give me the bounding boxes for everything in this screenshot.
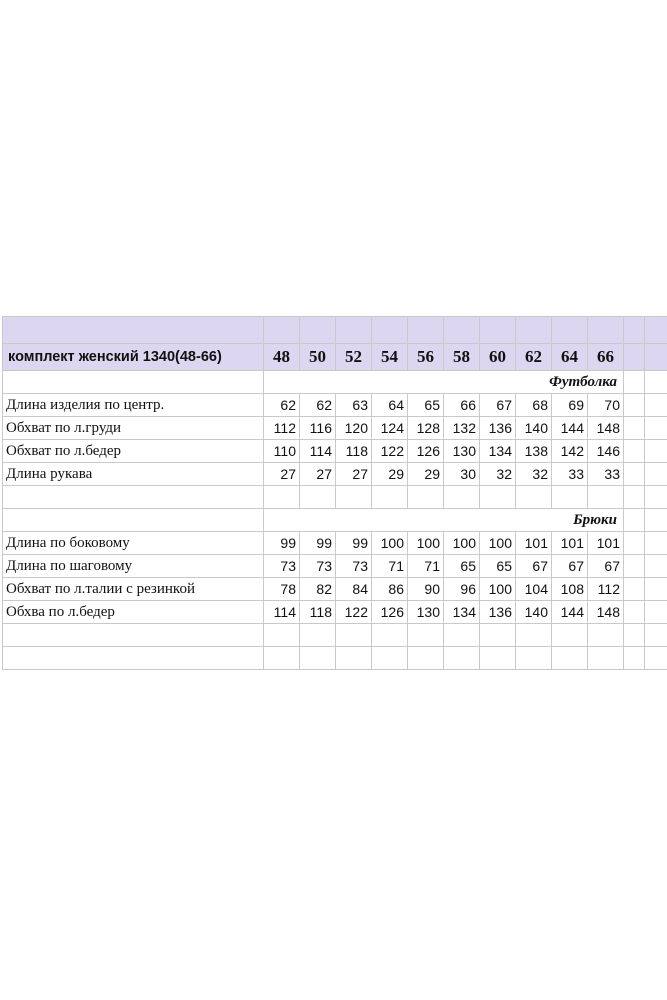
empty-cell[interactable] [624,532,645,555]
empty-cell[interactable] [3,509,264,532]
empty-cell[interactable] [624,417,645,440]
measurement-value[interactable]: 99 [336,532,372,555]
measurement-value[interactable]: 112 [588,578,624,601]
empty-cell[interactable] [588,317,624,344]
empty-cell[interactable] [3,647,264,670]
empty-cell[interactable] [624,394,645,417]
measurement-row [3,601,667,624]
measurement-value[interactable]: 134 [480,440,516,463]
measurement-value[interactable]: 140 [516,417,552,440]
section-title[interactable]: Брюки [264,509,624,532]
section-title[interactable]: Футболка [264,371,624,394]
empty-cell[interactable] [624,601,645,624]
measurement-value[interactable]: 144 [552,417,588,440]
blank-row [3,624,667,647]
measurement-value[interactable]: 33 [588,463,624,486]
empty-cell[interactable] [645,555,667,578]
empty-cell[interactable] [645,417,667,440]
section-row [3,371,667,394]
measurement-value[interactable]: 73 [264,555,300,578]
measurement-value[interactable]: 120 [336,417,372,440]
size-header-60[interactable]: 60 [480,344,516,371]
measurement-value[interactable]: 140 [516,601,552,624]
empty-cell[interactable] [624,486,645,509]
measurement-value[interactable]: 67 [552,555,588,578]
empty-cell[interactable] [336,647,372,670]
empty-cell[interactable] [552,486,588,509]
empty-cell[interactable] [3,371,264,394]
measurement-value[interactable]: 124 [372,417,408,440]
empty-cell[interactable] [516,486,552,509]
empty-cell[interactable] [645,647,667,670]
measurement-row [3,578,667,601]
empty-cell[interactable] [588,647,624,670]
empty-cell[interactable] [300,624,336,647]
empty-cell[interactable] [624,440,645,463]
measurement-value[interactable]: 148 [588,601,624,624]
measurement-label[interactable]: Длина по шаговому [3,555,264,578]
measurement-value[interactable]: 118 [336,440,372,463]
empty-cell[interactable] [264,317,300,344]
empty-cell[interactable] [480,624,516,647]
measurement-value[interactable]: 29 [408,463,444,486]
measurement-value[interactable]: 118 [300,601,336,624]
measurement-row [3,555,667,578]
empty-cell[interactable] [444,647,480,670]
empty-cell[interactable] [408,624,444,647]
measurement-value[interactable]: 64 [372,394,408,417]
measurement-value[interactable]: 114 [300,440,336,463]
measurement-value[interactable]: 78 [264,578,300,601]
section-row [3,509,667,532]
size-header-54[interactable]: 54 [372,344,408,371]
measurement-value[interactable]: 146 [588,440,624,463]
empty-cell[interactable] [588,624,624,647]
empty-cell[interactable] [645,344,667,371]
measurement-value[interactable]: 130 [444,440,480,463]
measurement-value[interactable]: 67 [480,394,516,417]
measurement-value[interactable]: 86 [372,578,408,601]
size-header-62[interactable]: 62 [516,344,552,371]
empty-cell[interactable] [645,509,667,532]
measurement-value[interactable]: 65 [408,394,444,417]
empty-cell[interactable] [624,624,645,647]
measurement-value[interactable]: 114 [264,601,300,624]
measurement-value[interactable]: 30 [444,463,480,486]
measurement-value[interactable]: 134 [444,601,480,624]
measurement-label[interactable]: Длина изделия по центр. [3,394,264,417]
measurement-value[interactable]: 68 [516,394,552,417]
measurement-value[interactable]: 66 [444,394,480,417]
empty-cell[interactable] [444,486,480,509]
measurement-value[interactable]: 112 [264,417,300,440]
measurement-row [3,440,667,463]
measurement-value[interactable]: 122 [372,440,408,463]
measurement-label[interactable]: Длина по боковому [3,532,264,555]
measurement-value[interactable]: 108 [552,578,588,601]
empty-cell[interactable] [3,317,264,344]
empty-cell[interactable] [3,624,264,647]
empty-cell[interactable] [516,647,552,670]
measurement-value[interactable]: 100 [480,578,516,601]
measurement-value[interactable]: 100 [372,532,408,555]
empty-cell[interactable] [408,317,444,344]
size-chart-spreadsheet [2,316,667,680]
measurement-value[interactable]: 100 [408,532,444,555]
measurement-value[interactable]: 63 [336,394,372,417]
measurement-row [3,417,667,440]
empty-cell[interactable] [372,317,408,344]
empty-cell[interactable] [645,486,667,509]
empty-cell[interactable] [624,371,645,394]
empty-cell[interactable] [300,486,336,509]
measurement-row [3,394,667,417]
empty-cell[interactable] [645,601,667,624]
empty-cell[interactable] [645,463,667,486]
empty-cell[interactable] [264,624,300,647]
measurement-value[interactable]: 136 [480,417,516,440]
measurement-value[interactable]: 130 [408,601,444,624]
empty-cell[interactable] [516,624,552,647]
empty-cell[interactable] [336,317,372,344]
measurement-label[interactable]: Обхват по л.груди [3,417,264,440]
measurement-value[interactable]: 144 [552,601,588,624]
measurement-value[interactable]: 99 [300,532,336,555]
measurement-value[interactable]: 101 [516,532,552,555]
empty-cell[interactable] [336,624,372,647]
measurement-value[interactable]: 65 [480,555,516,578]
measurement-value[interactable]: 67 [516,555,552,578]
empty-cell[interactable] [408,486,444,509]
size-header-64[interactable]: 64 [552,344,588,371]
size-header-66[interactable]: 66 [588,344,624,371]
measurement-value[interactable]: 138 [516,440,552,463]
size-header-52[interactable]: 52 [336,344,372,371]
measurement-value[interactable]: 67 [588,555,624,578]
empty-cell[interactable] [645,317,667,344]
empty-cell[interactable] [645,440,667,463]
empty-cell[interactable] [408,647,444,670]
empty-cell[interactable] [372,486,408,509]
measurement-label[interactable]: Обхват по л.бедер [3,440,264,463]
empty-cell[interactable] [372,624,408,647]
empty-cell[interactable] [444,624,480,647]
size-header-56[interactable]: 56 [408,344,444,371]
measurement-value[interactable]: 99 [264,532,300,555]
measurement-value[interactable]: 65 [444,555,480,578]
header-row [3,344,667,371]
measurement-value[interactable]: 27 [300,463,336,486]
measurement-value[interactable]: 122 [336,601,372,624]
measurement-value[interactable]: 62 [300,394,336,417]
measurement-value[interactable]: 32 [516,463,552,486]
measurement-label[interactable]: Обхва по л.бедер [3,601,264,624]
empty-cell[interactable] [624,647,645,670]
measurement-label[interactable]: Длина рукава [3,463,264,486]
measurement-value[interactable]: 96 [444,578,480,601]
empty-cell[interactable] [645,371,667,394]
measurement-value[interactable]: 104 [516,578,552,601]
measurement-value[interactable]: 73 [300,555,336,578]
empty-cell[interactable] [480,317,516,344]
measurement-row [3,532,667,555]
measurement-value[interactable]: 90 [408,578,444,601]
empty-cell[interactable] [300,647,336,670]
empty-cell[interactable] [552,317,588,344]
empty-cell[interactable] [624,555,645,578]
measurement-value[interactable]: 128 [408,417,444,440]
measurement-value[interactable]: 116 [300,417,336,440]
empty-cell[interactable] [264,486,300,509]
measurement-row [3,463,667,486]
measurement-value[interactable]: 82 [300,578,336,601]
empty-cell[interactable] [480,647,516,670]
measurement-value[interactable]: 132 [444,417,480,440]
empty-cell[interactable] [3,486,264,509]
measurement-value[interactable]: 62 [264,394,300,417]
empty-cell[interactable] [645,532,667,555]
empty-cell[interactable] [624,344,645,371]
measurement-value[interactable]: 33 [552,463,588,486]
size-header-58[interactable]: 58 [444,344,480,371]
measurement-value[interactable]: 71 [408,555,444,578]
empty-cell[interactable] [264,647,300,670]
blank-row [3,647,667,670]
empty-cell[interactable] [372,647,408,670]
measurement-value[interactable]: 69 [552,394,588,417]
header-band-row [3,317,667,344]
empty-cell[interactable] [300,317,336,344]
measurement-value[interactable]: 126 [372,601,408,624]
measurement-value[interactable]: 71 [372,555,408,578]
empty-cell[interactable] [552,647,588,670]
empty-cell[interactable] [336,486,372,509]
measurement-value[interactable]: 148 [588,417,624,440]
blank-row [3,486,667,509]
measurement-value[interactable]: 100 [444,532,480,555]
empty-cell[interactable] [624,463,645,486]
measurement-value[interactable]: 126 [408,440,444,463]
empty-cell[interactable] [588,486,624,509]
size-header-48[interactable]: 48 [264,344,300,371]
size-table [2,316,667,670]
table-title[interactable]: комплект женский 1340(48-66) [3,344,264,371]
measurement-value[interactable]: 29 [372,463,408,486]
measurement-value[interactable]: 136 [480,601,516,624]
empty-cell[interactable] [480,486,516,509]
measurement-value[interactable]: 101 [588,532,624,555]
empty-cell[interactable] [645,578,667,601]
measurement-value[interactable]: 84 [336,578,372,601]
empty-cell[interactable] [516,317,552,344]
measurement-value[interactable]: 110 [264,440,300,463]
empty-cell[interactable] [624,578,645,601]
measurement-value[interactable]: 100 [480,532,516,555]
empty-cell[interactable] [624,509,645,532]
empty-cell[interactable] [645,394,667,417]
measurement-value[interactable]: 32 [480,463,516,486]
empty-cell[interactable] [624,317,645,344]
measurement-value[interactable]: 70 [588,394,624,417]
size-header-50[interactable]: 50 [300,344,336,371]
empty-cell[interactable] [552,624,588,647]
measurement-value[interactable]: 27 [336,463,372,486]
empty-cell[interactable] [444,317,480,344]
measurement-label[interactable]: Обхват по л.талии с резинкой [3,578,264,601]
measurement-value[interactable]: 27 [264,463,300,486]
empty-cell[interactable] [645,624,667,647]
measurement-value[interactable]: 101 [552,532,588,555]
measurement-value[interactable]: 142 [552,440,588,463]
measurement-value[interactable]: 73 [336,555,372,578]
